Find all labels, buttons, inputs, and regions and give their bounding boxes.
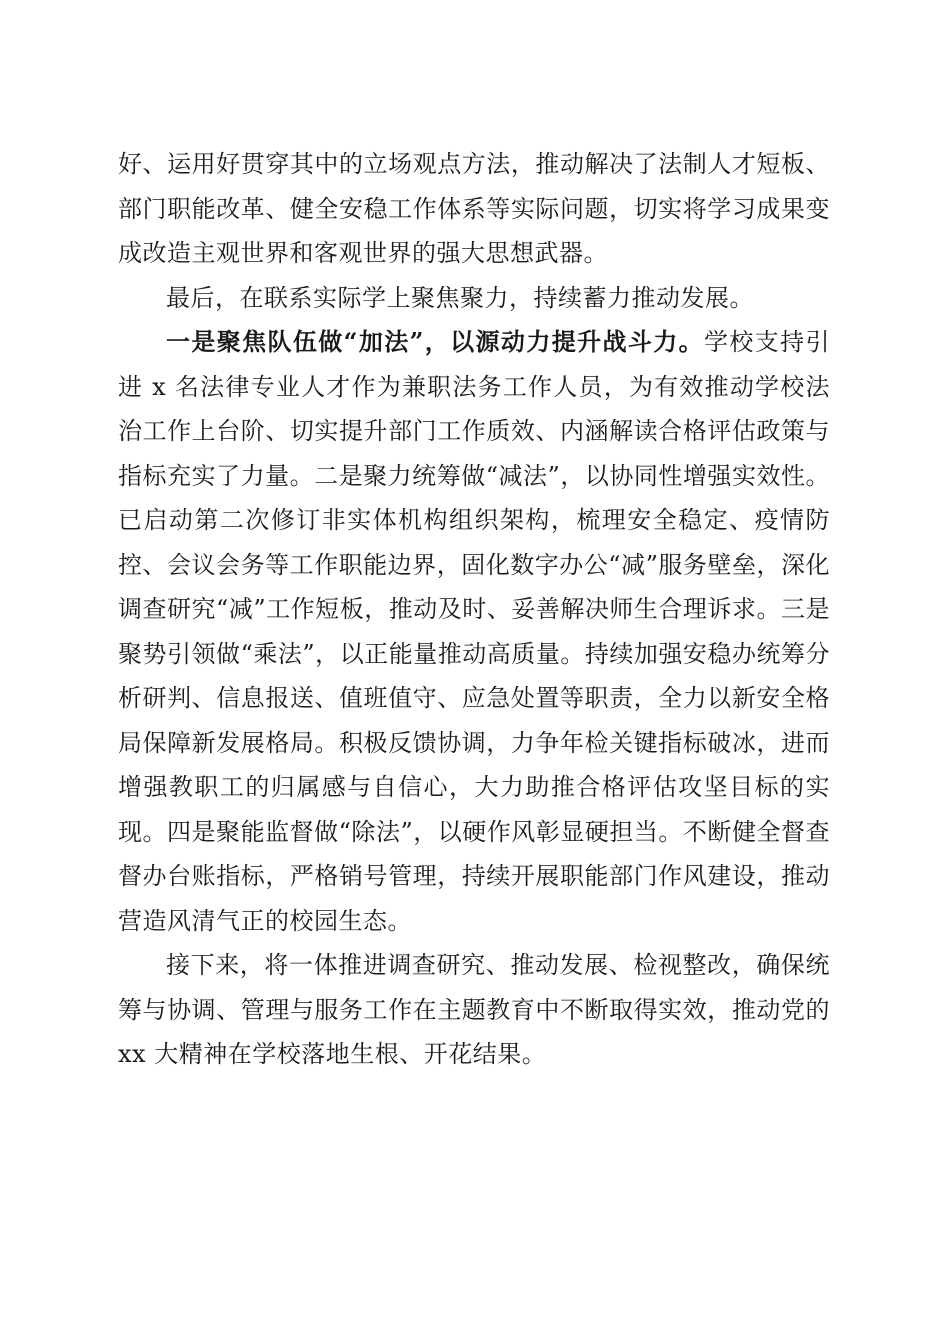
paragraph-text: 学校支持引进 x 名法律专业人才作为兼职法务工作人员，为有效推动学校法治工作上台阶、切实提升部门工作质效、内涵解读合格评估政策与指标充实了力量。二是聚力统筹做“减法”，以协同性增强实效性。已启动第二次修订非实体机构组织架构，梳理安全稳定、疫情防控、会议会务等工作职能边界，固化数字办公“减”服务壁垒，深化调查研究“减”工作短板，推动及时、妥善解决师生合理诉求。三是聚势引领做“乘法”，以正能量推动高质量。持续加强安稳办统筹分析研判、信息报送、值班值守、应急处置等职责，全力以新安全格局保障新发展格局。积极反馈协调，力争年检关键指标破冰，进而增强教职工的归属感与自信心，大力助推合格评估攻坚目标的实现。四是聚能监督做“除法”，以硬作风彰显硬担当。不断健全督查督办台账指标，严格销号管理，持续开展职能部门作风建设，推动营造风清气正的校园生态。 <box>118 328 831 935</box>
paragraph-bold-lead: 一是聚焦队伍做“加法”，以源动力提升战斗力。 <box>166 327 704 356</box>
paragraph-text: 接下来，将一体推进调查研究、推动发展、检视整改，确保统筹与协调、管理与服务工作在主题教育中不断取得实效，推动党的 xx 大精神在学校落地生根、开花结果。 <box>118 951 830 1068</box>
paragraph-next-steps <box>118 943 830 1077</box>
paragraph-text: 好、运用好贯穿其中的立场观点方法，推动解决了法制人才短板、部门职能改革、健全安稳工作体系等实际问题，切实将学习成果变成改造主观世界和客观世界的强大思想武器。 <box>118 150 830 267</box>
paragraph-text: 最后，在联系实际学上聚焦聚力，持续蓄力推动发展。 <box>166 283 754 312</box>
paragraph-continuation <box>118 142 830 276</box>
paragraph-finally <box>118 276 830 321</box>
document-body <box>118 142 830 1077</box>
paragraph-four-methods <box>118 320 830 943</box>
